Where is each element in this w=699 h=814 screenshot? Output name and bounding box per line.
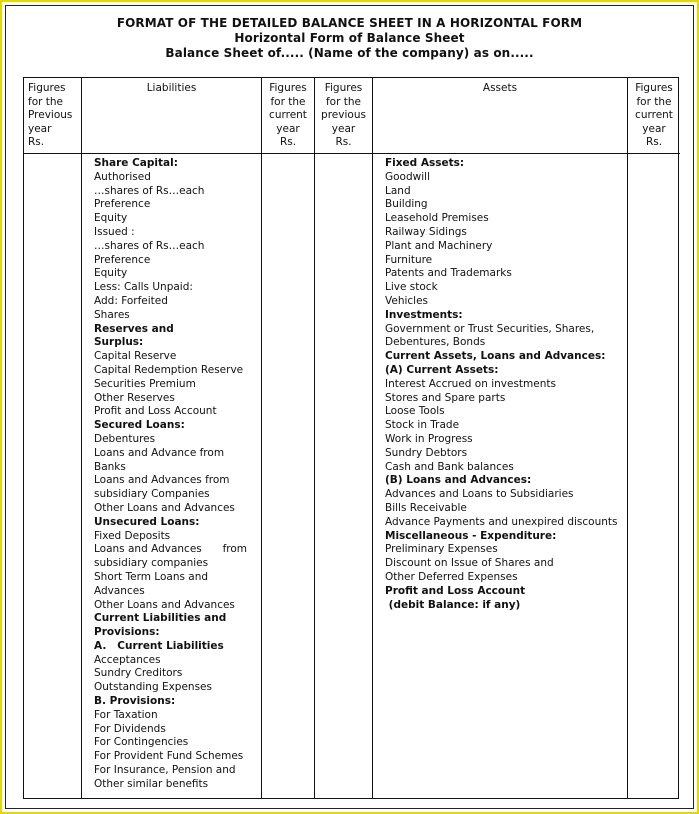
- header-line: Figures: [635, 82, 673, 94]
- list-item: For Taxation: [94, 708, 158, 721]
- header-liabilities: Liabilities: [82, 78, 261, 154]
- list-item: Preliminary Expenses: [385, 543, 498, 556]
- section-heading: Secured Loans:: [94, 419, 185, 432]
- col-assets: [373, 78, 628, 798]
- list-item: Leasehold Premises: [385, 212, 489, 225]
- list-item: Loans and Advance from: [94, 446, 225, 459]
- list-item: For Insurance, Pension and: [94, 764, 236, 777]
- list-item: …shares of Rs…each: [94, 184, 205, 197]
- list-item: Less: Calls Unpaid:: [94, 281, 193, 294]
- list-item: Capital Redemption Reserve: [94, 363, 244, 376]
- section-heading: Unsecured Loans:: [94, 515, 200, 528]
- header-line: Rs.: [279, 136, 297, 149]
- header-line: year: [276, 122, 300, 135]
- list-item: Stores and Spare parts: [385, 391, 506, 404]
- liabilities-list: [82, 157, 261, 792]
- list-item: Advances: [94, 584, 145, 597]
- header-prev-year-mid: [315, 78, 372, 154]
- list-item: Other Loans and Advances: [94, 598, 235, 611]
- list-item: Debentures: [94, 432, 156, 445]
- list-item: Loose Tools: [385, 405, 445, 418]
- list-item: Profit and Loss Account: [94, 405, 217, 418]
- list-item: Preference: [94, 198, 151, 211]
- header-line: year: [28, 122, 52, 135]
- list-item: Securities Premium: [94, 377, 196, 390]
- list-item: Other similar benefits: [94, 777, 209, 790]
- balance-sheet-table: [23, 77, 679, 799]
- col-liabilities: [82, 78, 262, 798]
- header-line: Rs.: [335, 136, 352, 149]
- header-line: Figures: [324, 82, 363, 94]
- list-item: Issued :: [94, 225, 135, 238]
- list-item: Banks: [94, 460, 126, 473]
- col-prev-year-liabilities: [24, 78, 82, 798]
- list-item: Other Reserves: [94, 391, 175, 404]
- list-item: Capital Reserve: [94, 350, 177, 363]
- header-current-year-right: [628, 78, 680, 154]
- header-line: Previous: [28, 109, 73, 122]
- title-block: [6, 16, 693, 61]
- list-item: Building: [385, 198, 428, 211]
- list-item: Advances and Loans to Subsidiaries: [385, 488, 574, 501]
- list-item: Discount on Issue of Shares and: [385, 557, 554, 570]
- list-item: Fixed Deposits: [94, 529, 171, 542]
- header-line: for the: [28, 95, 64, 108]
- list-item: Sundry Debtors: [385, 446, 468, 459]
- section-heading: (B) Loans and Advances:: [385, 474, 532, 487]
- section-heading: Current Assets, Loans and Advances:: [385, 350, 606, 363]
- list-item: Outstanding Expenses: [94, 681, 212, 694]
- list-item: Cash and Bank balances: [385, 460, 514, 473]
- section-heading: Investments:: [385, 308, 463, 321]
- list-item: Shares: [94, 308, 130, 321]
- list-item: Equity: [94, 267, 128, 280]
- section-heading: Reserves and: [94, 322, 174, 335]
- list-item: subsidiary Companies: [94, 488, 210, 501]
- header-line: Figures: [269, 82, 307, 94]
- list-item: Equity: [94, 212, 128, 225]
- list-item: Add: Forfeited: [94, 294, 168, 307]
- balance-sheet-caption: Balance Sheet of..... (Name of the company) as on.....: [165, 46, 534, 60]
- list-item: For Provident Fund Schemes: [94, 750, 244, 763]
- header-line: current: [269, 109, 307, 122]
- list-item: Work in Progress: [385, 432, 473, 445]
- header-line: for the: [636, 95, 672, 108]
- section-heading: Surplus:: [94, 336, 144, 349]
- section-heading: (debit Balance: if any): [385, 598, 521, 611]
- header-line: current: [635, 109, 673, 122]
- section-heading: A. Current Liabilities: [94, 639, 224, 652]
- list-item: Furniture: [385, 253, 433, 266]
- list-item: Patents and Trademarks: [385, 267, 512, 280]
- assets-list: [373, 157, 627, 612]
- list-item: Interest Accrued on investments: [385, 377, 556, 390]
- header-prev-year-left: [24, 78, 81, 154]
- list-item: Debentures, Bonds: [385, 336, 486, 349]
- list-item: Live stock: [385, 281, 438, 294]
- header-line: Rs.: [28, 136, 45, 149]
- col-current-year-liabilities: [262, 78, 315, 798]
- list-item: Plant and Machinery: [385, 239, 493, 252]
- list-item: Stock in Trade: [385, 419, 460, 432]
- section-heading: Share Capital:: [94, 157, 178, 169]
- header-current-year-left: [262, 78, 314, 154]
- section-heading: (A) Current Assets:: [385, 363, 499, 376]
- list-item: Government or Trust Securities, Shares,: [385, 322, 595, 335]
- list-item: Land: [385, 184, 411, 197]
- list-item: For Dividends: [94, 722, 166, 735]
- list-item: Sundry Creditors: [94, 667, 183, 680]
- list-item: For Contingencies: [94, 736, 189, 749]
- main-title: FORMAT OF THE DETAILED BALANCE SHEET IN A HORIZONTAL FORM: [116, 16, 583, 30]
- section-heading: Profit and Loss Account: [385, 584, 526, 597]
- page-border: [5, 5, 694, 809]
- list-item: Advance Payments and unexpired discounts: [385, 515, 618, 528]
- list-item: Acceptances: [94, 653, 161, 666]
- list-item: …shares of Rs…each: [94, 239, 205, 252]
- header-line: year: [642, 122, 666, 135]
- section-heading: Fixed Assets:: [385, 157, 465, 169]
- list-item: Vehicles: [385, 294, 429, 307]
- subtitle: Horizontal Form of Balance Sheet: [234, 31, 465, 45]
- header-line: Rs.: [645, 136, 663, 149]
- header-line: for the: [325, 95, 361, 108]
- col-current-year-assets: [628, 78, 680, 798]
- list-item: Railway Sidings: [385, 225, 467, 238]
- header-assets: Assets: [373, 78, 627, 154]
- list-item: subsidiary companies: [94, 557, 209, 570]
- header-line: Figures: [28, 82, 66, 94]
- list-item: Authorised: [94, 170, 151, 183]
- header-line: previous: [321, 109, 366, 122]
- section-heading: Current Liabilities and: [94, 612, 227, 625]
- list-item: Preference: [94, 253, 151, 266]
- section-heading: Provisions:: [94, 626, 160, 639]
- section-heading: B. Provisions:: [94, 695, 176, 708]
- header-line: year: [331, 122, 356, 135]
- list-item: Short Term Loans and: [94, 570, 209, 583]
- list-item: Loans and Advances from: [94, 543, 247, 556]
- list-item: Bills Receivable: [385, 501, 467, 514]
- header-line: for the: [270, 95, 306, 108]
- list-item: Other Deferred Expenses: [385, 570, 518, 583]
- list-item: Goodwill: [385, 170, 430, 183]
- col-prev-year-assets: [315, 78, 373, 798]
- list-item: Loans and Advances from: [94, 474, 230, 487]
- list-item: Other Loans and Advances: [94, 501, 235, 514]
- section-heading: Miscellaneous - Expenditure:: [385, 529, 557, 542]
